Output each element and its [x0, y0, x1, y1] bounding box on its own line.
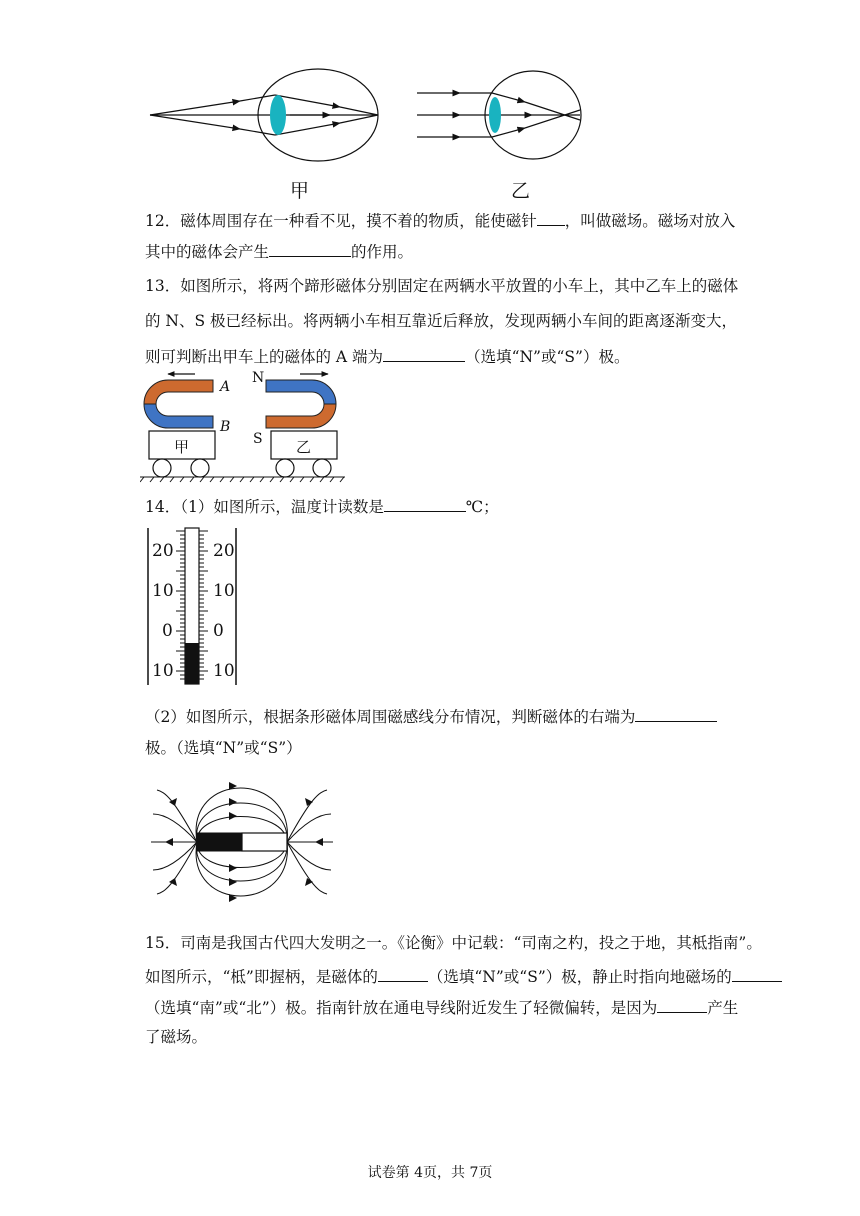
q12-text-c: 其中的磁体会产生: [145, 243, 270, 261]
bar-magnet-white-half: [242, 833, 287, 851]
cart-label-left: 甲: [174, 438, 190, 456]
lens-left: [270, 95, 286, 135]
q12-blank-1: [537, 209, 565, 226]
q15-line4: 了磁场。: [145, 1028, 208, 1046]
q12-text-d: 的作用。: [351, 243, 414, 261]
q12-line2: [145, 240, 413, 262]
q14-text-a: 14．（1）如图所示，温度计读数是: [145, 498, 384, 516]
q15-text-b: （选填“N”或“S”）极，静止时指向地磁场的: [427, 968, 732, 986]
pole-label-s: S: [253, 431, 263, 447]
magnet-carts-figure: [140, 368, 350, 483]
bar-magnet-field-figure: [145, 770, 335, 915]
page-footer: 试卷第 4页，共 7页: [367, 1165, 493, 1181]
q15-blank-3: [657, 996, 707, 1013]
tick-label-right-1: 20: [213, 541, 235, 561]
pole-label-n: N: [252, 370, 265, 386]
tick-label-right-3: 0: [213, 621, 224, 641]
q14-blank-1: [384, 495, 466, 512]
q15-line2: [145, 965, 782, 987]
q14-part2-line1: [145, 705, 717, 727]
q14-part1: [145, 495, 499, 517]
pole-label-a: A: [220, 379, 231, 395]
tick-label-left-4: 10: [152, 661, 174, 681]
q13-line2: 的 N、S 极已经标出。将两辆小车相互靠近后释放，发现两辆小车间的距离逐渐变大，: [145, 312, 738, 330]
q15-text-c: （选填“南”或“北”）极。指南针放在通电导线附近发生了轻微偏转，是因为: [145, 999, 658, 1017]
q15-text-a: 如图所示，“柢”即握柄，是磁体的: [145, 968, 378, 986]
ground: [140, 477, 345, 482]
tick-label-left-2: 10: [152, 581, 174, 601]
q13-line3: [145, 345, 629, 367]
tick-label-right-2: 10: [213, 581, 235, 601]
q15-blank-2: [732, 965, 782, 982]
horseshoe-magnet-right: [266, 380, 336, 428]
lens-right: [489, 97, 501, 133]
cart-label-right: 乙: [296, 438, 312, 456]
thermometer-liquid: [185, 643, 199, 684]
q13-text-a: 则可判断出甲车上的磁体的 A 端为: [145, 348, 384, 366]
q14-part2-line2: 极。（选填“N”或“S”）: [145, 739, 302, 757]
q14-text-b: ℃；: [465, 498, 499, 516]
thermometer-figure: [140, 525, 250, 690]
cart-wheels: [153, 459, 331, 477]
q13-text-b: （选填“N”或“S”）极。: [465, 348, 630, 366]
pole-label-b: B: [220, 419, 231, 435]
q12-blank-2: [269, 240, 351, 257]
eye-left: [150, 69, 378, 161]
q15-line1: 15．司南是我国古代四大发明之一。《论衡》中记载：“司南之杓，投之于地，其柢指南”。: [145, 934, 762, 952]
q13-line1: 13．如图所示，将两个蹄形磁体分别固定在两辆水平放置的小车上，其中乙车上的磁体: [145, 277, 739, 295]
tick-label-left-3: 0: [162, 621, 173, 641]
q15-blank-1: [378, 965, 428, 982]
eye-label-left: 甲: [290, 180, 310, 202]
q13-blank: [383, 345, 465, 362]
horseshoe-magnet-left: [144, 380, 213, 428]
tick-label-left-1: 20: [152, 541, 174, 561]
eye-diagram: [140, 60, 600, 170]
q12-text-a: 12．磁体周围存在一种看不见，摸不着的物质，能使磁针: [145, 212, 537, 230]
q14-blank-2: [635, 705, 717, 722]
eye-label-right: 乙: [511, 180, 531, 202]
bar-magnet-black-half: [197, 833, 242, 851]
tick-label-right-4: 10: [213, 661, 235, 681]
q15-line3: [145, 996, 738, 1018]
q12-line1: [145, 209, 735, 231]
q14-text-c: （2）如图所示，根据条形磁体周围磁感线分布情况，判断磁体的右端为: [145, 708, 636, 726]
q15-text-d: 产生: [707, 999, 739, 1017]
q12-text-b: ，叫做磁场。磁场对放入: [564, 212, 736, 230]
